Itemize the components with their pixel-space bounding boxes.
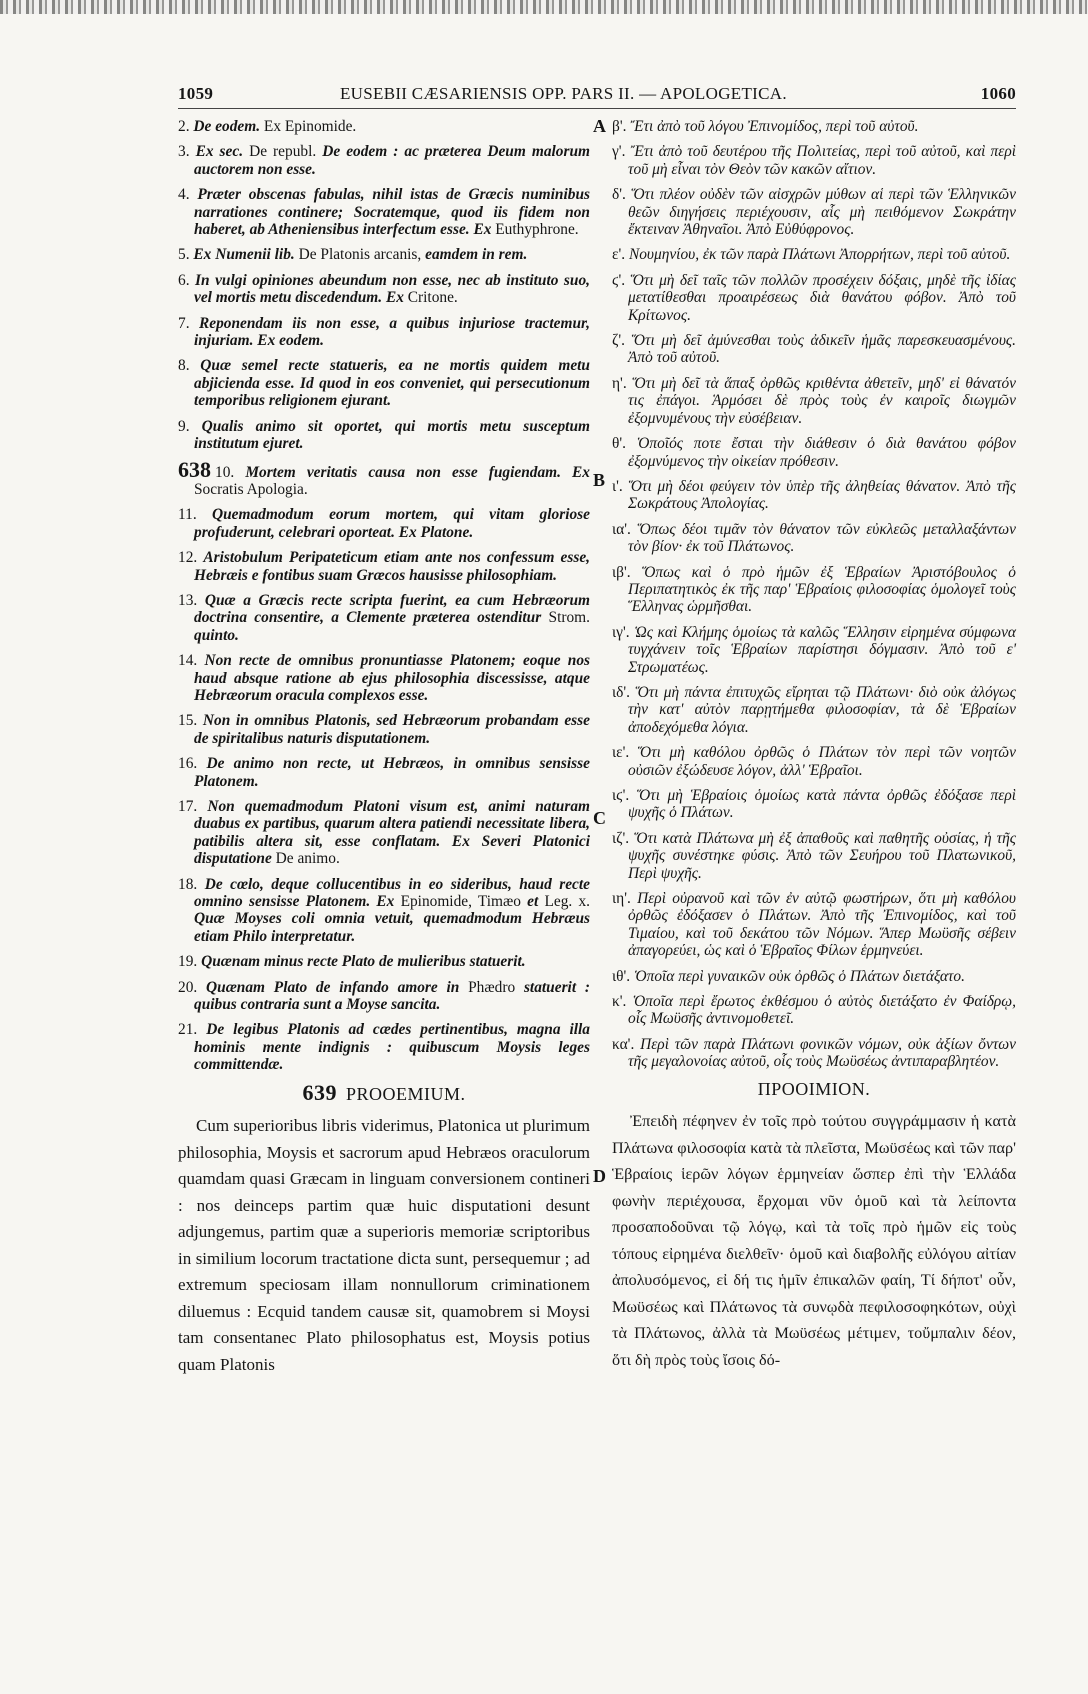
entry-text: eamdem in rem. bbox=[425, 246, 528, 264]
entry-number: 15. bbox=[178, 712, 198, 730]
latin-proem-text: Cum superioribus libris viderimus, Platonica ut plurimum philosophia, Moysis et sacrorum apud Hebræos oraculorum quamdam quasi Græcam in linguam conversionem contineri : nos deinceps partim quæ huic disputationi desunt adjungemus, partim quæ a superioris memoriæ scriptoribus in similium locorum tractatione dicta sunt, persequemur ; ad extremum speciosam illam nonnullorum criminationem diluemus : Ecquid tandem causæ sit, quamobrem si Moysi tam consentanec Plato philosophatus est, Moysis potius quam Platonis bbox=[178, 1116, 590, 1374]
entry-number: 12. bbox=[178, 549, 198, 567]
greek-chapter-entry bbox=[612, 830, 1016, 882]
entry-text: Ἔτι ἀπὸ τοῦ δευτέρου τῆς Πολιτείας, περὶ τοῦ αὐτοῦ, καὶ περὶ τοῦ μὴ εἶναι τὸν Θεὸν τῶν κακῶν αἴτιον. bbox=[628, 143, 1016, 178]
entry-text: Περὶ οὐρανοῦ καὶ τῶν ἐν αὐτῷ φωστήρων, ὅτι μὴ καθόλου ὀρθῶς ἐδόξασεν ὁ Πλάτων. Ἀπὸ τῆς Ἐπινομίδος, καὶ τοῦ Τιμαίου, καὶ τοῦ δεκάτου τῶν Νόμων. Ἅπερ Μωϋσῆς σέβειν ἀπαγορεύει, ὡς καὶ ὁ Ἑβραῖος Φίλων ἑρμηνεύει. bbox=[628, 890, 1016, 960]
entry-number: ι'. bbox=[612, 477, 623, 495]
entry-number: 6. bbox=[178, 271, 190, 289]
entry-text: et bbox=[527, 893, 539, 911]
entry-text: Ex Numenii lib. bbox=[193, 246, 295, 264]
entry-text: Περὶ τῶν παρὰ Πλάτωνι φονικῶν νόμων, οὐκ ἀξίων ὄντων τῆς μεγαλονοίας αὐτοῦ, οἷς τοὺς Μωϋσέως ἀντιπαραβλητέον. bbox=[628, 1035, 1016, 1071]
entry-number: 7. bbox=[178, 314, 190, 332]
entry-text: Ὅτι μὴ δεῖ ἀμύνεσθαι τοὺς ἀδικεῖν ἡμᾶς παρεσκευασμένους. Ἀπὸ τοῦ αὐτοῦ. bbox=[628, 332, 1016, 367]
greek-chapter-entry bbox=[612, 143, 1016, 178]
entry-text: Ὁποῖα περὶ γυναικῶν οὐκ ὀρθῶς ὁ Πλάτων διετάξατο. bbox=[634, 967, 965, 985]
latin-chapter-entry bbox=[178, 143, 590, 178]
entry-number: ιθ'. bbox=[612, 967, 631, 985]
entry-source: De Platonis arcanis, bbox=[294, 246, 426, 264]
entry-number: 18. bbox=[178, 875, 198, 893]
entry-text: Quæ Moyses coli omnia vetuit, quemadmodum Hebræus etiam Philo interpretatur. bbox=[194, 910, 590, 945]
greek-chapter-entry bbox=[612, 478, 1016, 513]
greek-proem-text: Ἐπειδὴ πέφηνεν ἐν τοῖς πρὸ τούτου συγγράμμασιν ἡ κατὰ Πλάτωνα φιλοσοφία κατὰ τὰ πλεῖστα, Μωϋσέως καὶ τῶν παρ' Ἑβραίοις ἱερῶν λόγων ἑρμηνείαν ὥσπερ ἐπὶ τὴν Ἑλλάδα φωνὴν περιέχουσα, ἔρχομαι νῦν ὁμοῦ καὶ τὰ λείποντα προσαποδοῦναι τῷ λόγῳ, καὶ τὰ τοῖς πρὸ ἡμῶν εἰς τοὺς τόπους εἰρημένα διελθεῖν· ὁμοῦ καὶ διαβολῆς εὐλόγου αἰτίαν ἀπολυσόμενος, εἰ δή τις ἡμῖν ἐπικαλῶν φαίη, Τί δήποτ' οὖν, Μωϋσέως καὶ Πλάτωνος τὰ συνῳδὰ πεφιλοσοφηκότων, οὐχὶ τὰ Πλάτωνος, ἀλλὰ τὰ Μωϋσέως μέτιμεν, τοὔμπαλιν δέον, ὅτι δὴ πρὸς τοὺς ἴσοις δό- bbox=[612, 1112, 1016, 1369]
greek-chapter-entry bbox=[612, 332, 1016, 367]
greek-chapter-list bbox=[612, 118, 1016, 1071]
entry-text: Aristobulum Peripateticum etiam ante nos confessum esse, Hebræis e fontibus suam Græcos hausisse philosophiam. bbox=[194, 549, 590, 584]
latin-chapter-list bbox=[178, 118, 590, 1074]
latin-chapter-entry bbox=[178, 549, 590, 584]
greek-chapter-entry bbox=[612, 521, 1016, 556]
entry-text: Ὅτι μὴ δεῖ ταῖς τῶν πολλῶν προσέχειν δόξαις, μηδὲ τῆς ἰδίας μετατίθεσθαι προαιρέσεως διὰ θανάτου φόβον. Ἀπὸ τοῦ Κρίτωνος. bbox=[628, 271, 1016, 324]
entry-text: De animo non recte, ut Hebræos, in omnibus sensisse Platonem. bbox=[194, 755, 590, 790]
entry-number: 11. bbox=[178, 506, 197, 524]
entry-text: De eodem : ac præterea Deum malorum auctorem non esse. bbox=[194, 143, 591, 178]
entry-text: Ὅτι μὴ δεῖ τὰ ἅπαξ ὀρθῶς κριθέντα ἀθετεῖν, μηδ' εἰ θάνατόν τις ἐπάγοι. Ἁρμόσει δὲ πρὸς τοὺς ἐν καιροῖς διωγμῶν ἐξομνυμένους τὴν εὐσέβειαν. bbox=[628, 374, 1016, 427]
latin-chapter-entry bbox=[178, 979, 590, 1014]
greek-chapter-entry bbox=[612, 375, 1016, 427]
greek-chapter-entry bbox=[612, 435, 1016, 470]
entry-text: Ὅτι πλέον οὐδὲν τῶν αἰσχρῶν μύθων αἱ περὶ τῶν Ἑλληνικῶν θεῶν διηγήσεις περιέχουσιν, αἷς μὴ πειθόμενον Σωκράτην ἔκτειναν Ἀθηναῖοι. Ἀπὸ Εὐθύφρονος. bbox=[628, 186, 1016, 239]
entry-number: 14. bbox=[178, 652, 198, 670]
page-number-left: 1059 bbox=[178, 84, 214, 103]
entry-source: Socratis Apologia. bbox=[194, 480, 308, 498]
entry-source: De animo. bbox=[271, 850, 340, 868]
greek-chapter-entry bbox=[612, 186, 1016, 238]
entry-number: δ'. bbox=[612, 186, 626, 204]
entry-text: Præter obscenas fabulas, nihil istas de Græcis numinibus narrationes continere; Socratemque, quod iis fidem non haberet, ab Atheniensibus interfectum esse. Ex bbox=[194, 186, 590, 239]
entry-source: Strom. bbox=[541, 609, 590, 627]
entry-text: De eodem. bbox=[193, 118, 261, 135]
entry-text: Non in omnibus Platonis, sed Hebræorum probandam esse de spiritalibus naturis disputationem. bbox=[194, 712, 590, 747]
latin-chapter-entry bbox=[178, 712, 590, 747]
greek-chapter-entry bbox=[612, 993, 1016, 1028]
entry-text: Quænam Plato de infando amore in bbox=[206, 978, 460, 996]
entry-text: quinto. bbox=[194, 626, 239, 644]
entry-number: ιϛ'. bbox=[612, 787, 630, 804]
latin-chapter-entry bbox=[178, 246, 590, 263]
greek-chapter-entry bbox=[612, 624, 1016, 676]
entry-text: Ὅτι μὴ καθόλου ὀρθῶς ὁ Πλάτων τὸν περὶ τῶν νοητῶν οὐσιῶν ἐξώδευσε λόγον, ἀλλ' Ἑβραῖοι. bbox=[628, 744, 1016, 779]
margin-letter-b: B bbox=[593, 470, 606, 490]
greek-chapter-entry bbox=[612, 684, 1016, 736]
running-title: EUSEBII CÆSARIENSIS OPP. PARS II. — APOLOGETICA. bbox=[340, 84, 787, 103]
entry-number: γ'. bbox=[612, 143, 626, 161]
entry-text: Ex sec. bbox=[195, 143, 244, 161]
latin-chapter-entry bbox=[178, 272, 590, 307]
entry-text: Quæ semel recte statueris, ea ne mortis quidem metu abjicienda esse. Id quod in eos conveniet, qui persecutionum temporibus religionem ejurant. bbox=[194, 357, 590, 410]
latin-chapter-entry bbox=[178, 118, 590, 135]
entry-number: ια'. bbox=[612, 520, 631, 538]
entry-text: Quemadmodum eorum mortem, qui vitam gloriose profuderunt, celebrari oporteat. Ex Platone. bbox=[194, 506, 590, 541]
entry-text: Quænam minus recte Plato de mulieribus statuerit. bbox=[201, 953, 526, 971]
entry-number: 16. bbox=[178, 755, 198, 773]
entry-number: ιβ'. bbox=[612, 563, 631, 581]
scan-edge bbox=[0, 0, 1088, 14]
header-rule bbox=[178, 108, 1016, 109]
latin-chapter-entry bbox=[178, 315, 590, 350]
greek-chapter-entry bbox=[612, 787, 1016, 822]
entry-text: Non recte de omnibus pronuntiasse Platonem; eoque nos haud absque ratione ab ejus philosophia discessisse, atque Hebræorum oracula complexos esse. bbox=[194, 652, 590, 704]
entry-number: ιζ'. bbox=[612, 829, 630, 847]
page-number-right: 1060 bbox=[980, 84, 1016, 103]
latin-chapter-entry bbox=[178, 953, 590, 970]
latin-chapter-entry bbox=[178, 186, 590, 238]
latin-chapter-entry bbox=[178, 876, 590, 946]
entry-number: 10. bbox=[215, 463, 235, 481]
entry-number: 5. bbox=[178, 246, 190, 264]
latin-column bbox=[178, 118, 590, 1378]
heading-text: PROOEMIUM. bbox=[345, 1083, 466, 1104]
entry-number: 2. bbox=[178, 118, 190, 135]
entry-text: Ἔτι ἀπὸ τοῦ λόγου Ἐπινομίδος, περὶ τοῦ αὐτοῦ. bbox=[630, 118, 919, 135]
greek-chapter-entry bbox=[612, 968, 1016, 985]
entry-text: Quæ a Græcis recte scripta fuerint, ea cum Hebræorum doctrina consentire, a Clemente præterea ostenditur bbox=[194, 591, 590, 627]
entry-number: 4. bbox=[178, 186, 190, 204]
entry-source: Leg. x. bbox=[538, 893, 590, 911]
entry-text: Ὅπως καὶ ὁ πρὸ ἡμῶν ἐξ Ἑβραίων Ἀριστόβουλος ὁ Περιπατητικὸς ἐκ τῆς παρ' Ἑβραίοις φιλοσοφίας ὁμολογεῖ τοὺς Ἕλληνας ὡρμῆσθαι. bbox=[628, 563, 1016, 616]
entry-text: Ὡς καὶ Κλήμης ὁμοίως τὰ καλῶς Ἕλλησιν εἰρημένα σύμφωνα τυγχάνειν τοῖς Ἑβραίων παρίστησι δόγμασιν. Ἀπὸ τοῦ ε' Στρωματέως. bbox=[628, 623, 1016, 676]
entry-text: Ὅπως δέοι τιμᾶν τὸν θάνατον τῶν εὐκλεῶς μεταλλαξάντων τὸν βίον· ἐκ τοῦ Πλάτωνος. bbox=[628, 520, 1016, 556]
entry-number: 19. bbox=[178, 953, 198, 971]
latin-chapter-entry bbox=[178, 418, 590, 453]
entry-text: In vulgi opiniones abeundum non esse, nec ab instituto suo, vel mortis metu discedendum. Ex bbox=[194, 271, 590, 307]
margin-letter-a: A bbox=[593, 116, 606, 136]
latin-chapter-entry bbox=[178, 506, 590, 541]
entry-number: 9. bbox=[178, 417, 190, 435]
entry-text: Ὅτι μὴ δέοι φεύγειν τὸν ὑπὲρ τῆς ἀληθείας θάνατον. Ἀπὸ τῆς Σωκράτους Ἀπολογίας. bbox=[628, 477, 1016, 513]
page-reference: 639 bbox=[302, 1079, 337, 1105]
entry-number: ϛ'. bbox=[612, 271, 626, 289]
running-header bbox=[178, 84, 1016, 106]
greek-proem-heading: ΠΡΟΟΙΜΙΟΝ. bbox=[757, 1078, 871, 1099]
entry-number: 21. bbox=[178, 1021, 198, 1039]
entry-number: θ'. bbox=[612, 435, 626, 453]
entry-number: η'. bbox=[612, 374, 627, 392]
entry-number: 20. bbox=[178, 978, 198, 996]
entry-number: ε'. bbox=[612, 246, 626, 264]
entry-source: Ex Epinomide. bbox=[260, 118, 357, 135]
entry-source: Phædro bbox=[459, 978, 524, 996]
entry-number: β'. bbox=[612, 118, 627, 135]
margin-letter-c: C bbox=[593, 808, 606, 828]
entry-source: De republ. bbox=[243, 143, 323, 161]
entry-text: Mortem veritatis causa non esse fugiendam. Ex bbox=[245, 463, 590, 481]
entry-number: 8. bbox=[178, 357, 190, 375]
entry-text: Ὅτι μὴ πάντα ἐπιτυχῶς εἴρηται τῷ Πλάτωνι· διὸ οὐκ ἀλόγως τὴν κατ' αὐτὸν παρῃτήμεθα φιλοσοφίαν, τὰ δὲ Ἑβραίων ἀποδεχόμεθα λόγια. bbox=[628, 683, 1016, 736]
entry-text: Qualis animo sit oportet, qui mortis metu susceptum institutum ejuret. bbox=[194, 417, 590, 453]
entry-number: ιη'. bbox=[612, 890, 631, 908]
entry-number: κα'. bbox=[612, 1035, 635, 1053]
greek-chapter-entry bbox=[612, 744, 1016, 779]
entry-number: 17. bbox=[178, 798, 198, 815]
page-reference: 638 bbox=[178, 456, 211, 482]
entry-text: De cœlo, deque collucentibus in eo sideribus, haud recte omnino sensisse Platonem. Ex bbox=[194, 875, 590, 911]
entry-source: Epinomide, Timæo bbox=[394, 893, 528, 911]
latin-chapter-entry bbox=[178, 456, 590, 499]
latin-chapter-entry bbox=[178, 357, 590, 409]
entry-text: Ὅτι μὴ Ἑβραίοις ὁμοίως κατὰ πάντα ὀρθῶς ἐδόξασε περὶ ψυχῆς ὁ Πλάτων. bbox=[628, 787, 1016, 822]
entry-number: 13. bbox=[178, 591, 198, 609]
greek-chapter-entry bbox=[612, 272, 1016, 324]
greek-chapter-entry bbox=[612, 246, 1016, 263]
latin-chapter-entry bbox=[178, 1021, 590, 1073]
entry-text: Ὁποῖα περὶ ἔρωτος ἐκθέσμου ὁ αὐτὸς διετάξατο ἐν Φαίδρῳ, οἷς Μωϋσῆς ἀντινομοθετεῖ. bbox=[628, 993, 1016, 1028]
latin-chapter-entry bbox=[178, 592, 590, 644]
latin-chapter-entry bbox=[178, 755, 590, 790]
greek-chapter-entry bbox=[612, 890, 1016, 960]
greek-chapter-entry bbox=[612, 564, 1016, 616]
greek-chapter-entry bbox=[612, 118, 1016, 135]
latin-chapter-entry bbox=[178, 798, 590, 868]
entry-text: Ὅτι κατὰ Πλάτωνα μὴ ἐξ ἀπαθοῦς καὶ παθητῆς οὐσίας, ἡ τῆς ψυχῆς συνέστηκε φύσις. Ἀπὸ τῶν Σευήρου τοῦ Πλατωνικοῦ, Περὶ ψυχῆς. bbox=[628, 829, 1016, 882]
entry-number: ζ'. bbox=[612, 332, 625, 350]
latin-chapter-entry bbox=[178, 652, 590, 704]
entry-number: ιε'. bbox=[612, 744, 630, 762]
latin-proem-heading bbox=[178, 1079, 590, 1105]
entry-number: 3. bbox=[178, 143, 190, 161]
entry-source: Critone. bbox=[403, 289, 458, 307]
margin-letter-d: D bbox=[593, 1166, 606, 1186]
entry-text: statuerit : quibus contraria sunt a Moyse sancita. bbox=[194, 978, 590, 1014]
entry-text: Non quemadmodum Platoni visum est, animi naturam duabus ex partibus, quarum altera patiendi necessitate libera, patibilis altera sit, esse conflatam. Ex Severi Platonici disputatione bbox=[194, 798, 590, 868]
entry-text: Νουμηνίου, ἐκ τῶν παρὰ Πλάτωνι Ἀπορρήτων, περὶ τοῦ αὐτοῦ. bbox=[628, 246, 1011, 264]
entry-text: De legibus Platonis ad cædes pertinentibus, magna illa hominis mente indignis : quibuscum Moysis leges committendæ. bbox=[194, 1021, 590, 1074]
entry-text: Reponendam iis non esse, a quibus injuriose tractemur, injuriam. Ex eodem. bbox=[194, 314, 590, 350]
greek-column bbox=[612, 118, 1016, 1373]
entry-text: Ὁποῖός ποτε ἔσται τὴν διάθεσιν ὁ διὰ θανάτου φόβον ἐξομνύμενος τὴν οἰκείαν πρόθεσιν. bbox=[628, 435, 1016, 470]
entry-number: ιγ'. bbox=[612, 623, 630, 641]
greek-chapter-entry bbox=[612, 1036, 1016, 1071]
entry-number: ιδ'. bbox=[612, 683, 631, 701]
entry-source: Euthyphrone. bbox=[491, 221, 579, 239]
entry-number: κ'. bbox=[612, 993, 627, 1011]
